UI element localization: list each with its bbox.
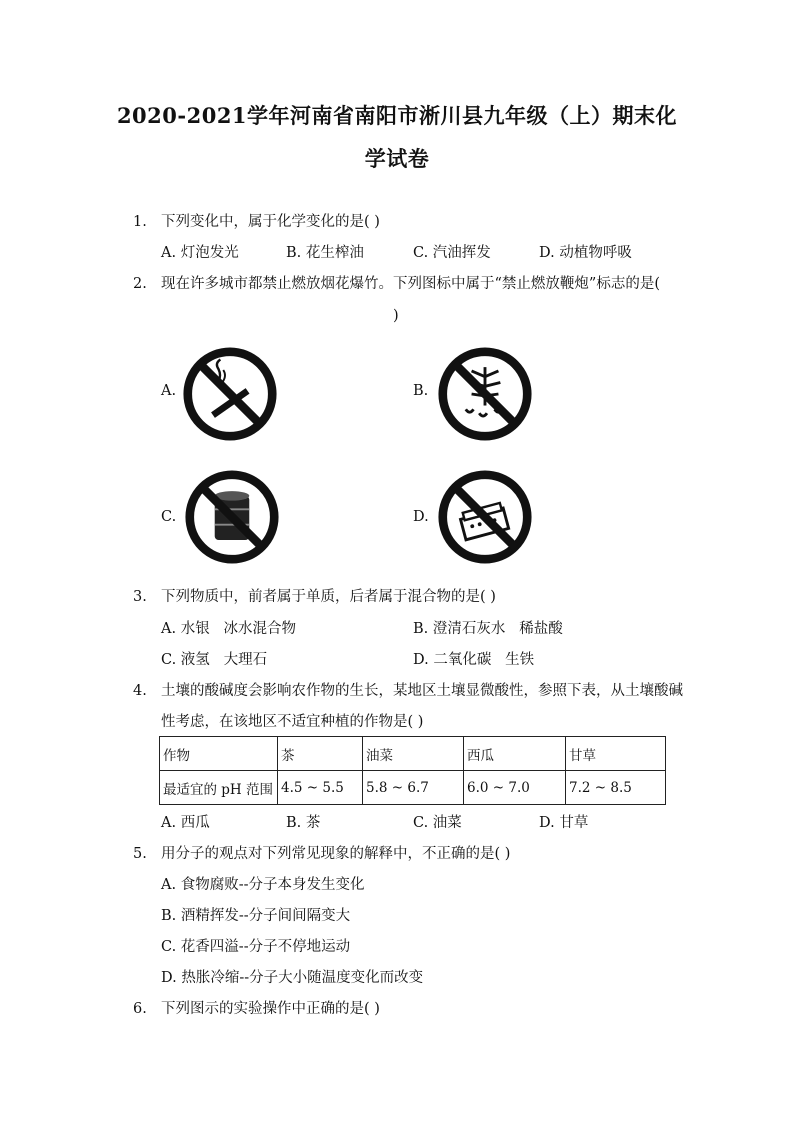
question-5 (133, 844, 510, 864)
option-a: A. 水银 冰水混合物 (161, 621, 297, 637)
question-number: 6. (133, 1001, 147, 1017)
question-stem: 下列图示的实验操作中正确的是( ) (161, 1001, 380, 1017)
question-3 (133, 587, 496, 607)
question-6 (133, 999, 380, 1019)
no-oil-drum-icon (184, 469, 280, 565)
table-cell: 作物 (160, 737, 278, 771)
page-title-line2: 学试卷 (364, 146, 430, 171)
question-stem: 下列变化中，属于化学变化的是( ) (161, 214, 380, 230)
table-cell: 5.8 ~ 6.7 (363, 771, 464, 805)
option-a: A. (161, 383, 177, 399)
option-c: C. (161, 509, 177, 525)
page-title-line1: 2020-2021学年河南省南阳市淅川县九年级（上）期末化 (116, 103, 678, 128)
table-cell: 6.0 ~ 7.0 (464, 771, 566, 805)
table-cell: 甘草 (566, 737, 666, 771)
table-row-header (160, 737, 666, 771)
ph-table (159, 736, 666, 805)
table-cell: 最适宜的 pH 范围 (160, 771, 278, 805)
option-d: D. 甘草 (539, 815, 589, 831)
table-cell: 茶 (278, 737, 363, 771)
option-d: D. 热胀冷缩--分子大小随温度变化而改变 (161, 970, 424, 986)
question-2 (133, 274, 660, 294)
option-a: A. 灯泡发光 (161, 245, 239, 261)
table-row (160, 771, 666, 805)
option-c: C. 花香四溢--分子不停地运动 (161, 939, 351, 955)
option-d: D. (413, 509, 429, 525)
question-stem-line2: 性考虑，在该地区不适宜种植的作物是( ) (161, 714, 424, 730)
question-number: 1. (133, 214, 147, 230)
question-number: 4. (133, 683, 147, 699)
no-smoking-icon (182, 346, 278, 442)
option-b: B. 花生榨油 (286, 245, 364, 261)
option-a: A. 西瓜 (161, 815, 210, 831)
question-stem: 现在许多城市都禁止燃放烟花爆竹。下列图标中属于“禁止燃放鞭炮”标志的是( (161, 276, 660, 292)
option-c: C. 油菜 (413, 815, 462, 831)
option-b: B. (413, 383, 429, 399)
option-a: A. 食物腐败--分子本身发生变化 (161, 877, 365, 893)
table-cell: 西瓜 (464, 737, 566, 771)
question-number: 5. (133, 846, 147, 862)
question-4 (133, 681, 683, 701)
option-d: D. 二氧化碳 生铁 (413, 652, 535, 668)
table-cell: 4.5 ~ 5.5 (278, 771, 363, 805)
table-cell: 油菜 (363, 737, 464, 771)
no-matches-icon (437, 469, 533, 565)
option-b: B. 茶 (286, 815, 321, 831)
option-c: C. 液氢 大理石 (161, 652, 268, 668)
question-number: 3. (133, 589, 147, 605)
option-d: D. 动植物呼吸 (539, 245, 632, 261)
no-fireworks-icon (437, 346, 533, 442)
question-stem-tail: ) (393, 308, 399, 324)
option-b: B. 酒精挥发--分子间间隔变大 (161, 908, 351, 924)
question-number: 2. (133, 276, 147, 292)
table-cell: 7.2 ~ 8.5 (566, 771, 666, 805)
option-c: C. 汽油挥发 (413, 245, 491, 261)
question-stem: 下列物质中，前者属于单质，后者属于混合物的是( ) (161, 589, 496, 605)
question-stem: 土壤的酸碱度会影响农作物的生长，某地区土壤显微酸性，参照下表，从土壤酸碱 (161, 683, 683, 699)
option-b: B. 澄清石灰水 稀盐酸 (413, 621, 563, 637)
question-1 (133, 212, 380, 232)
question-stem: 用分子的观点对下列常见现象的解释中，不正确的是( ) (161, 846, 511, 862)
